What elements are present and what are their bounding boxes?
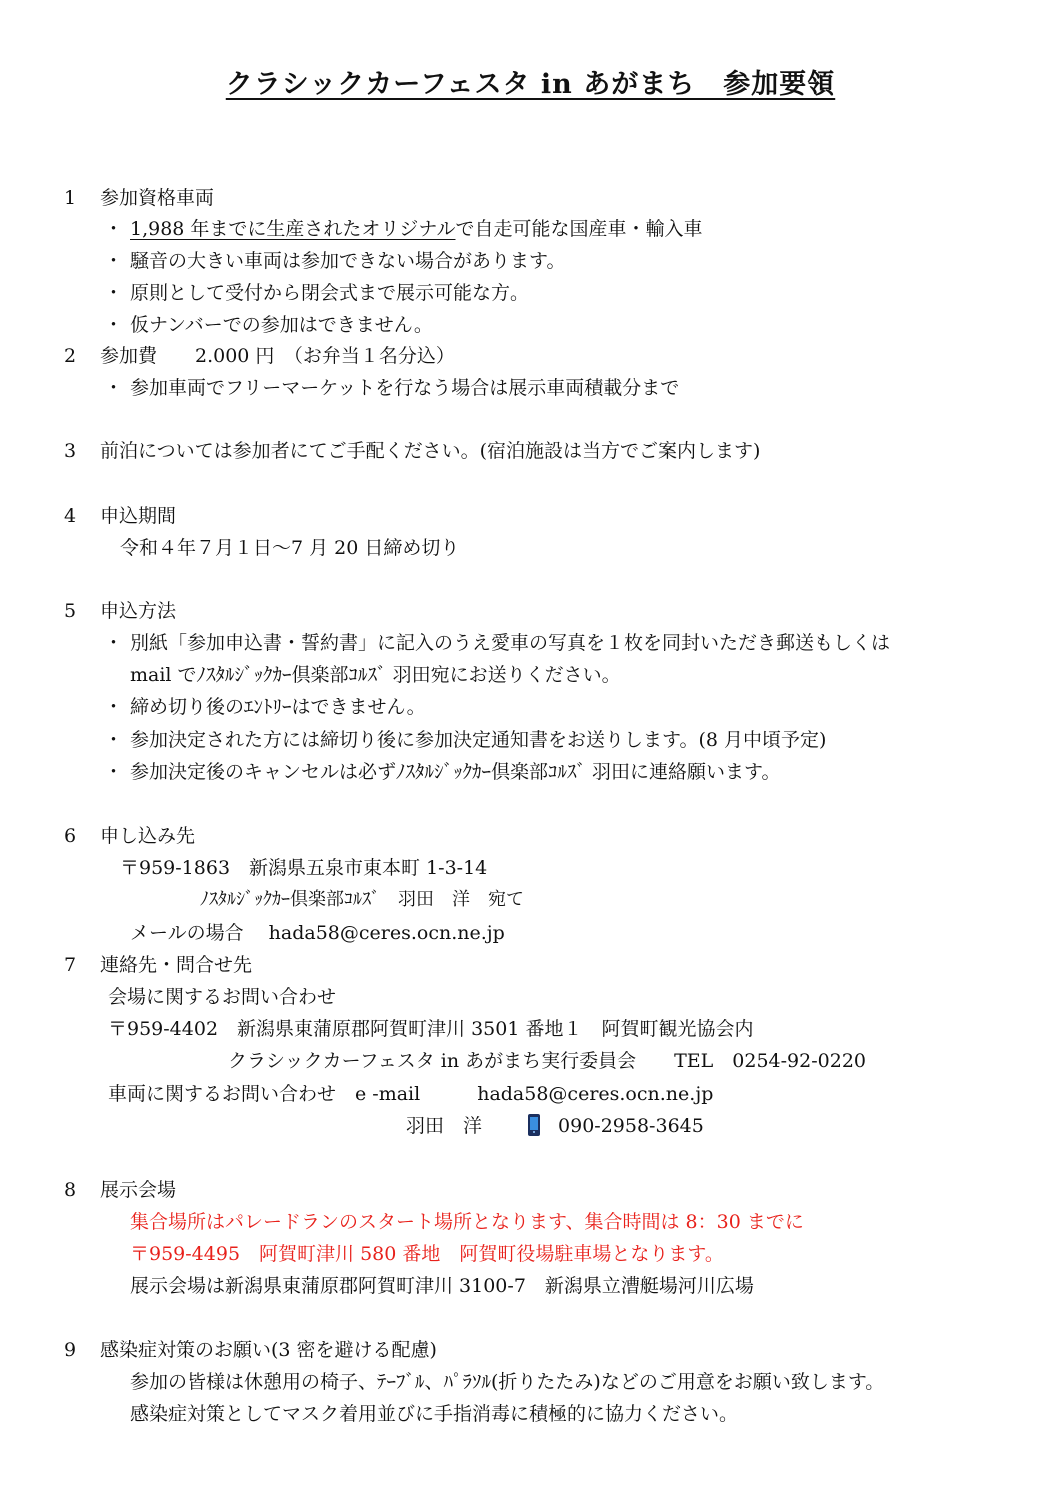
- section-7-heading: 連絡先・問合せ先: [100, 954, 253, 976]
- section-5-item-2: 締め切り後のｴﾝﾄﾘｰはできません。: [130, 696, 426, 718]
- bullet: ・: [104, 282, 124, 304]
- section-3-number: 3: [64, 440, 77, 462]
- section-3-heading: 前泊については参加者にてご手配ください。(宿泊施設は当方でご案内します): [100, 440, 761, 462]
- meeting-place-notice: 集合場所はパレードランのスタート場所となります、集合時間は 8：30 までに: [130, 1211, 804, 1233]
- recipient-name: ﾉｽﾀﾙｼﾞｯｸｶｰ倶楽部ｺﾙｽﾞ 羽田 洋 宛て: [200, 889, 524, 910]
- section-5-heading: 申込方法: [100, 600, 177, 622]
- bullet: ・: [104, 250, 124, 272]
- meeting-place-address: 〒959-4495 阿賀町津川 580 番地 阿賀町役場駐車場となります。: [130, 1243, 724, 1265]
- section-8-number: 8: [64, 1179, 77, 1201]
- section-5-item-4: 参加決定後のキャンセルは必ずﾉｽﾀﾙｼﾞｯｸｶｰ倶楽部ｺﾙｽﾞ 羽田に連絡願います。: [130, 761, 781, 783]
- application-period: 令和４年７月１日～7 月 20 日締め切り: [120, 537, 460, 559]
- section-5-number: 5: [64, 600, 77, 622]
- section-5-item-1b: mail でﾉｽﾀﾙｼﾞｯｸｶｰ倶楽部ｺﾙｽﾞ 羽田宛にお送りください。: [130, 664, 621, 686]
- section-9-number: 9: [64, 1339, 77, 1361]
- section-4-heading: 申込期間: [100, 505, 177, 527]
- venue-inquiry-address: 〒959-4402 新潟県東蒲原郡阿賀町津川 3501 番地１ 阿賀町観光協会内: [108, 1018, 754, 1040]
- email-contact: メールの場合 hada58@ceres.ocn.ne.jp: [130, 922, 505, 944]
- section-1-item-4: 仮ナンバーでの参加はできません。: [130, 314, 433, 336]
- bullet: ・: [104, 761, 124, 783]
- section-8-heading: 展示会場: [100, 1179, 177, 1201]
- section-6-number: 6: [64, 825, 77, 847]
- bullet: ・: [104, 696, 124, 718]
- section-2-item-1: 参加車両でフリーマーケットを行なう場合は展示車両積載分まで: [130, 377, 680, 399]
- phone-number: 090-2958-3645: [558, 1115, 704, 1137]
- section-5-item-1a: 別紙「参加申込書・誓約書」に記入のうえ愛車の写真を１枚を同封いただき郵送もしくは: [130, 632, 891, 654]
- section-6-heading: 申し込み先: [100, 825, 196, 847]
- section-1-number: 1: [64, 187, 77, 209]
- postal-address: 〒959-1863 新潟県五泉市東本町 1-3-14: [120, 857, 488, 879]
- venue-inquiry-label: 会場に関するお問い合わせ: [108, 986, 337, 1008]
- bullet: ・: [104, 632, 124, 654]
- bullet: ・: [104, 218, 124, 240]
- section-5-item-3: 参加決定された方には締切り後に参加決定通知書をお送りします。(8 月中頃予定): [130, 729, 827, 751]
- mobile-phone-icon: [528, 1114, 540, 1136]
- section-2-heading: 参加費 2.000 円 （お弁当１名分込）: [100, 345, 455, 367]
- section-7-number: 7: [64, 954, 77, 976]
- exhibition-venue: 展示会場は新潟県東蒲原郡阿賀町津川 3100-7 新潟県立漕艇場河川広場: [130, 1275, 754, 1297]
- section-1-item-2: 騒音の大きい車両は参加できない場合があります。: [130, 250, 566, 272]
- vehicle-inquiry-phone: [406, 1113, 704, 1139]
- section-1-item-1: 1,988 年までに生産されたオリジナルで自走可能な国産車・輸入車: [130, 218, 703, 240]
- committee-tel: クラシックカーフェスタ in あがまち実行委員会 TEL 0254-92-0220: [228, 1050, 866, 1072]
- section-4-number: 4: [64, 505, 77, 527]
- section-1-heading: 参加資格車両: [100, 187, 215, 209]
- contact-name: 羽田 洋: [406, 1115, 483, 1137]
- vehicle-inquiry-email: 車両に関するお問い合わせ e -mail hada58@ceres.ocn.ne.jp: [108, 1083, 714, 1105]
- section-2-number: 2: [64, 345, 77, 367]
- infection-measure-1: 参加の皆様は休憩用の椅子、ﾃｰﾌﾞﾙ、ﾊﾟﾗｿﾙ(折りたたみ)などのご用意をお願い致します。: [130, 1371, 885, 1393]
- section-9-heading: 感染症対策のお願い(3 密を避ける配慮): [100, 1339, 437, 1361]
- document-title: クラシックカーフェスタ in あがまち 参加要領: [225, 69, 836, 100]
- infection-measure-2: 感染症対策としてマスク着用並びに手指消毒に積極的に協力ください。: [130, 1403, 739, 1425]
- section-1-item-3: 原則として受付から閉会式まで展示可能な方。: [130, 282, 530, 304]
- bullet: ・: [104, 314, 124, 336]
- bullet: ・: [104, 729, 124, 751]
- bullet: ・: [104, 377, 124, 399]
